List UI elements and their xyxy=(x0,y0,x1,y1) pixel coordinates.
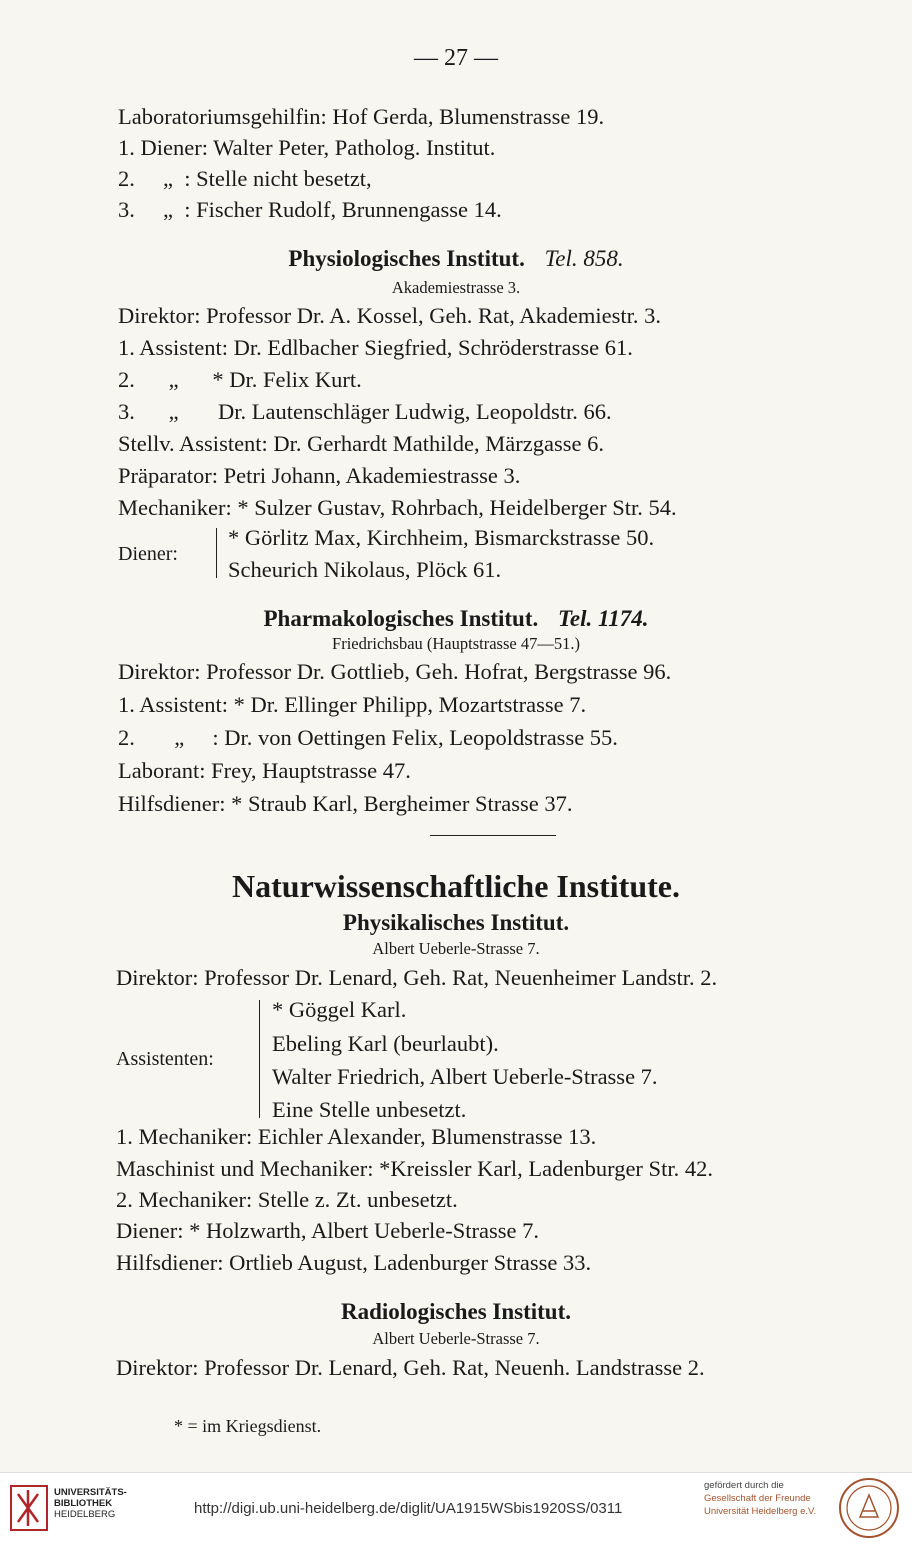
line-diener-3: 3. „ : Fischer Rudolf, Brunnengasse 14. xyxy=(118,197,502,222)
physiologisches-diener-2: Scheurich Nikolaus, Plöck 61. xyxy=(228,557,502,582)
pharmakologisches-title: Pharmakologisches Institut. xyxy=(263,606,539,631)
sponsor-line-2: Gesellschaft der Freunde xyxy=(704,1492,811,1504)
physiologisches-diener-label: Diener: xyxy=(118,543,178,565)
sponsor-line-3: Universität Heidelberg e.V. xyxy=(704,1505,817,1517)
physikalisches-diener: Diener: * Holzwarth, Albert Ueberle-Strasse 7. xyxy=(116,1218,539,1243)
section-divider xyxy=(430,835,556,836)
library-name-line-2: BIBLIOTHEK xyxy=(54,1497,113,1509)
physiologisches-mechaniker: Mechaniker: * Sulzer Gustav, Rohrbach, Heidelberger Str. 54. xyxy=(118,495,677,520)
library-name xyxy=(54,1488,127,1521)
physiologisches-address: Akademiestrasse 3. xyxy=(391,278,521,297)
physiologisches-tel: Tel. 858. xyxy=(544,246,624,271)
physikalisches-address: Albert Ueberle-Strasse 7. xyxy=(372,939,540,958)
radiologisches-address: Albert Ueberle-Strasse 7. xyxy=(372,1329,540,1348)
pharmakologisches-assistent-2: 2. „ : Dr. von Oettingen Felix, Leopoldstrasse 55. xyxy=(118,725,618,750)
physikalisches-assistent-2: Ebeling Karl (beurlaubt). xyxy=(272,1031,499,1056)
pharmakologisches-laborant: Laborant: Frey, Hauptstrasse 47. xyxy=(118,758,411,783)
pharmakologisches-address: Friedrichsbau (Hauptstrasse 47—51.) xyxy=(332,634,580,653)
physikalisches-direktor: Direktor: Professor Dr. Lenard, Geh. Rat, Neuenheimer Landstr. 2. xyxy=(116,965,718,990)
pharmakologisches-tel: Tel. 1174. xyxy=(557,606,649,631)
source-url-link[interactable]: http://digi.ub.uni-heidelberg.de/diglit/UA1915WSbis1920SS/0311 xyxy=(194,1500,623,1517)
footnote: * = im Kriegsdienst. xyxy=(174,1416,322,1436)
physikalisches-assistent-3: Walter Friedrich, Albert Ueberle-Strasse 7. xyxy=(272,1064,658,1089)
physiologisches-assistent-3: 3. „ Dr. Lautenschläger Ludwig, Leopoldstr. 66. xyxy=(118,399,612,424)
radiologisches-title: Radiologisches Institut. xyxy=(340,1299,572,1324)
sponsor-line-1: gefördert durch die xyxy=(704,1480,784,1491)
university-seal-icon xyxy=(838,1477,900,1539)
pharmakologisches-direktor: Direktor: Professor Dr. Gottlieb, Geh. Hofrat, Bergstrasse 96. xyxy=(118,659,672,684)
naturwissenschaftliche-title: Naturwissenschaftliche Institute. xyxy=(232,868,680,904)
physiologisches-direktor: Direktor: Professor Dr. A. Kossel, Geh. Rat, Akademiestr. 3. xyxy=(118,303,662,328)
radiologisches-direktor: Direktor: Professor Dr. Lenard, Geh. Rat, Neuenh. Landstrasse 2. xyxy=(116,1355,705,1380)
library-logo-icon xyxy=(8,1482,50,1534)
library-name-line-1: UNIVERSITÄTS- xyxy=(54,1487,127,1498)
physikalisches-assistent-1: * Göggel Karl. xyxy=(272,997,407,1022)
physiologisches-heading xyxy=(0,247,912,270)
physikalisches-assistent-4: Eine Stelle unbesetzt. xyxy=(272,1097,467,1122)
pharmakologisches-assistent-1: 1. Assistent: * Dr. Ellinger Philipp, Mozartstrasse 7. xyxy=(118,692,587,717)
assistenten-brace xyxy=(259,1000,260,1118)
pharmakologisches-heading xyxy=(0,607,912,630)
line-diener-2: 2. „ : Stelle nicht besetzt, xyxy=(118,166,372,191)
physiologisches-title: Physiologisches Institut. xyxy=(288,246,525,271)
physiologisches-diener-1: * Görlitz Max, Kirchheim, Bismarckstrasse 50. xyxy=(228,525,655,550)
physiologisches-praeparator: Präparator: Petri Johann, Akademiestrasse 3. xyxy=(118,463,521,488)
page-number: — 27 — xyxy=(414,45,498,71)
physikalisches-maschinist: Maschinist und Mechaniker: *Kreissler Karl, Ladenburger Str. 42. xyxy=(116,1156,713,1181)
library-name-line-3: HEIDELBERG xyxy=(54,1508,116,1520)
physikalisches-mechaniker-1: 1. Mechaniker: Eichler Alexander, Blumenstrasse 13. xyxy=(116,1124,597,1149)
diener-brace xyxy=(216,528,217,578)
physikalisches-assistenten-label: Assistenten: xyxy=(116,1048,214,1070)
physikalisches-mechaniker-2: 2. Mechaniker: Stelle z. Zt. unbesetzt. xyxy=(116,1187,458,1212)
sponsor-text xyxy=(704,1480,834,1518)
physikalisches-title: Physikalisches Institut. xyxy=(342,910,570,935)
line-laboratoriumsgehilfin: Laboratoriumsgehilfin: Hof Gerda, Blumenstrasse 19. xyxy=(118,104,605,129)
physiologisches-stellv-assistent: Stellv. Assistent: Dr. Gerhardt Mathilde, Märzgasse 6. xyxy=(118,431,604,456)
pharmakologisches-hilfsdiener: Hilfsdiener: * Straub Karl, Bergheimer Strasse 37. xyxy=(118,791,573,816)
line-diener-1: 1. Diener: Walter Peter, Patholog. Institut. xyxy=(118,135,496,160)
physiologisches-assistent-1: 1. Assistent: Dr. Edlbacher Siegfried, Schröderstrasse 61. xyxy=(118,335,633,360)
physiologisches-assistent-2: 2. „ * Dr. Felix Kurt. xyxy=(118,367,362,392)
physikalisches-hilfsdiener: Hilfsdiener: Ortlieb August, Ladenburger Strasse 33. xyxy=(116,1250,592,1275)
